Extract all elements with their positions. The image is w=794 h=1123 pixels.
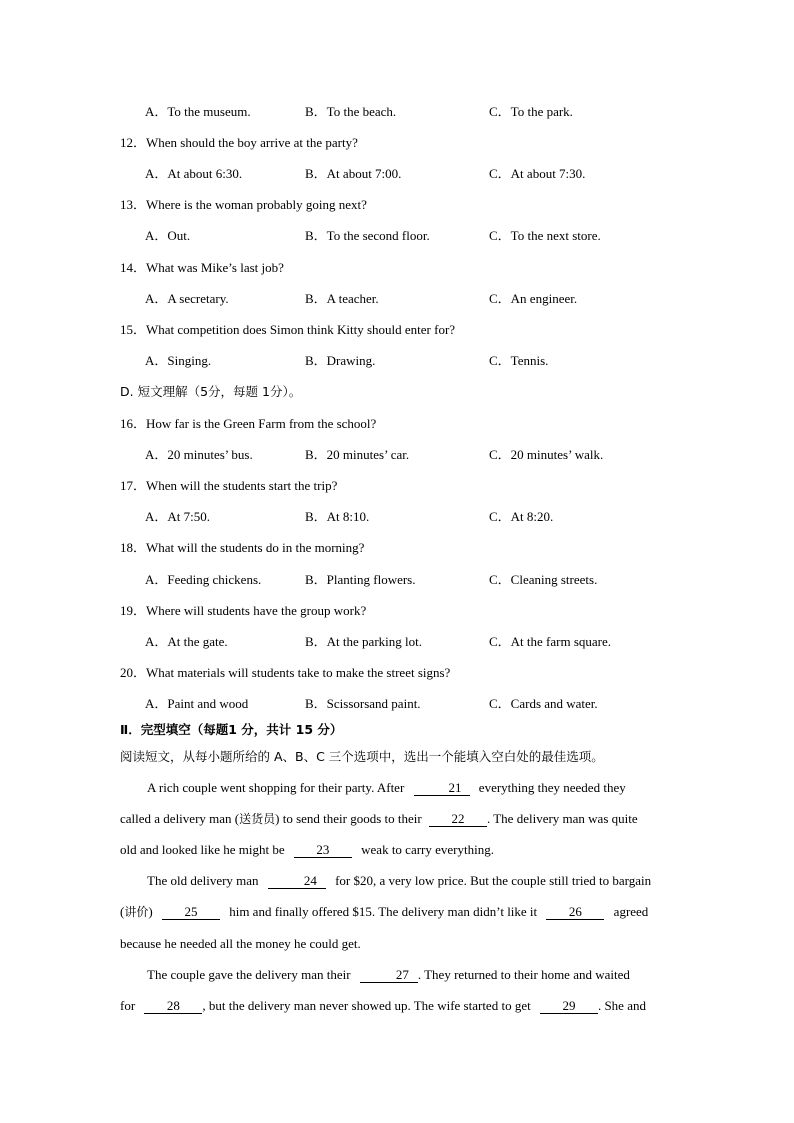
blank-23: 23 xyxy=(294,843,352,858)
passage-text: agreed xyxy=(613,904,649,919)
section-2-instruction: 阅读短文，从每小题所给的 A、B、C 三个选项中，选出一个能填入空白处的最佳选项。 xyxy=(120,749,604,764)
q17-option-b: B．At 8:10. xyxy=(305,509,370,524)
passage-text: him and finally offered $15. The delivery man didn’t like it xyxy=(229,904,538,919)
q12-option-a: A．At about 6:30. xyxy=(145,166,243,181)
q19-option-c: C．At the farm square. xyxy=(489,634,612,649)
question-16: 16．How far is the Green Farm from the school? xyxy=(120,416,377,431)
question-17: 17．When will the students start the trip? xyxy=(120,478,338,493)
passage-line-7 xyxy=(120,967,673,983)
q17-option-a: A．At 7:50. xyxy=(145,509,211,524)
q20-option-c: C．Cards and water. xyxy=(489,696,598,711)
q13-option-a: A．Out. xyxy=(145,228,191,243)
blank-29: 29 xyxy=(540,999,598,1014)
q11-option-c: C．To the park. xyxy=(489,104,573,119)
q16-option-b: B．20 minutes’ car. xyxy=(305,447,410,462)
question-13: 13．Where is the woman probably going next? xyxy=(120,197,367,212)
question-12: 12．When should the boy arrive at the party? xyxy=(120,135,358,150)
question-20: 20．What materials will students take to make the street signs? xyxy=(120,665,451,680)
passage-text: old and looked like he might be xyxy=(120,842,285,857)
passage-text: A rich couple went shopping for their party. After xyxy=(147,780,405,795)
q12-option-c: C．At about 7:30. xyxy=(489,166,586,181)
passage-line-2 xyxy=(120,811,673,827)
passage-text: . She and xyxy=(597,998,646,1013)
passage-text: . They returned to their home and waited xyxy=(417,967,630,982)
question-15: 15．What competition does Simon think Kitty should enter for? xyxy=(120,322,456,337)
question-14: 14．What was Mike’s last job? xyxy=(120,260,284,275)
q13-option-c: C．To the next store. xyxy=(489,228,601,243)
blank-26: 26 xyxy=(546,905,604,920)
blank-22: 22 xyxy=(429,812,487,827)
q18-option-b: B．Planting flowers. xyxy=(305,572,416,587)
passage-text: 送货员 xyxy=(239,812,276,826)
passage-text: 讲价 xyxy=(124,905,149,919)
passage-line-1 xyxy=(120,780,673,796)
passage-text: . The delivery man was quite xyxy=(486,811,638,826)
q19-option-b: B．At the parking lot. xyxy=(305,634,422,649)
q11-option-b: B．To the beach. xyxy=(305,104,397,119)
passage-line-5 xyxy=(120,904,673,920)
q18-option-c: C．Cleaning streets. xyxy=(489,572,598,587)
q11-option-a: A．To the museum. xyxy=(145,104,251,119)
passage-text: for $20, a very low price. But the couple still tried to bargain xyxy=(335,873,652,888)
section-2-title: Ⅱ．完型填空（每题1 分，共计 15 分） xyxy=(120,722,343,737)
q12-option-b: B．At about 7:00. xyxy=(305,166,402,181)
q18-option-a: A．Feeding chickens. xyxy=(145,572,262,587)
passage-text: everything they needed they xyxy=(478,780,626,795)
passage-text: The old delivery man xyxy=(147,873,259,888)
q16-option-c: C．20 minutes’ walk. xyxy=(489,447,604,462)
q13-option-b: B．To the second floor. xyxy=(305,228,430,243)
q14-option-a: A．A secretary. xyxy=(145,291,229,306)
blank-28: 28 xyxy=(144,999,202,1014)
passage-text: , but the delivery man never showed up. The wife started to get xyxy=(202,998,531,1013)
passage-line-8 xyxy=(120,998,673,1014)
q20-option-b: B．Scissorsand paint. xyxy=(305,696,421,711)
passage-line-3 xyxy=(120,842,673,858)
q15-option-a: A．Singing. xyxy=(145,353,212,368)
question-19: 19．Where will students have the group work? xyxy=(120,603,367,618)
blank-21: 21 xyxy=(414,781,470,796)
q19-option-a: A．At the gate. xyxy=(145,634,228,649)
passage-text: ) to send their goods to their xyxy=(275,811,422,826)
blank-25: 25 xyxy=(162,905,220,920)
passage-text: The couple gave the delivery man their xyxy=(147,967,351,982)
q16-option-a: A．20 minutes’ bus. xyxy=(145,447,253,462)
q14-option-c: C．An engineer. xyxy=(489,291,578,306)
q15-option-b: B．Drawing. xyxy=(305,353,376,368)
passage-text: ( xyxy=(120,904,125,919)
q17-option-c: C．At 8:20. xyxy=(489,509,554,524)
section-d-heading: D. 短文理解（5分，每题 1分）。 xyxy=(120,384,302,399)
passage-text: called a delivery man ( xyxy=(120,811,240,826)
blank-24: 24 xyxy=(268,874,326,889)
blank-27: 27 xyxy=(360,968,418,983)
q20-option-a: A．Paint and wood xyxy=(145,696,249,711)
q14-option-b: B．A teacher. xyxy=(305,291,379,306)
passage-text: weak to carry everything. xyxy=(361,842,494,857)
passage-line-6 xyxy=(120,936,673,952)
passage-text: because he needed all the money he could get. xyxy=(120,936,361,951)
question-18: 18．What will the students do in the morning? xyxy=(120,540,365,555)
passage-text: for xyxy=(120,998,136,1013)
passage-text: ) xyxy=(148,904,153,919)
passage-line-4 xyxy=(120,873,673,889)
q15-option-c: C．Tennis. xyxy=(489,353,549,368)
